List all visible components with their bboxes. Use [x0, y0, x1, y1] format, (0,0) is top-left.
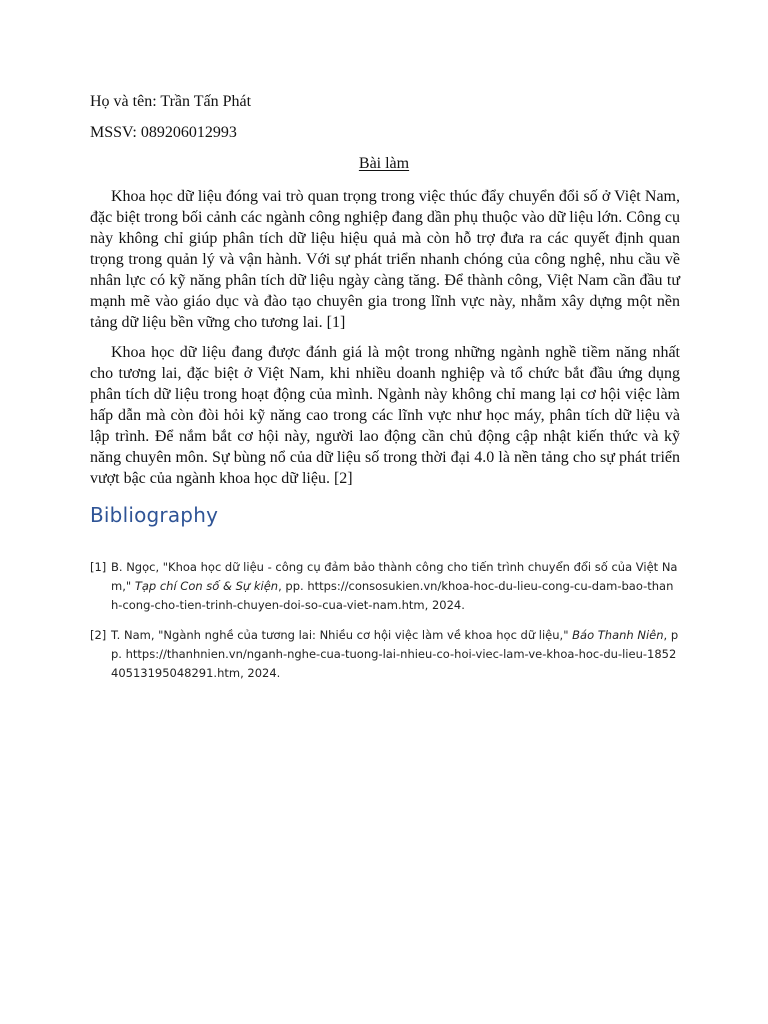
essay-title [90, 155, 678, 173]
bibliography-entry-source: Báo Thanh Niên [572, 628, 664, 642]
bibliography-entry-body [111, 558, 680, 615]
bibliography-entry-1 [90, 558, 680, 615]
bibliography-entry-source: Tạp chí Con số & Sự kiện [134, 579, 279, 593]
bibliography-entry-text: T. Nam, "Ngành nghề của tương lai: Nhiều cơ hội việc làm về khoa học dữ liệu," [111, 628, 573, 642]
essay-paragraph-2: Khoa học dữ liệu đang được đánh giá là một trong những ngành nghề tiềm năng nhất cho tương lai, đặc biệt ở Việt Nam, khi nhiều doanh nghiệp và tổ chức bắt đầu ứng dụng phân tích dữ liệu trong hoạt động của mình. Ngành này không chỉ mang lại cơ hội việc làm hấp dẫn mà còn đòi hỏi kỹ năng cao trong các lĩnh vực như học máy, phân tích dữ liệu và lập trình. Để nắm bắt cơ hội này, người lao động cần chủ động cập nhật kiến thức và kỹ năng chuyên môn. Sự bùng nổ của dữ liệu số trong thời đại 4.0 là nền tảng cho sự phát triển vượt bậc của ngành khoa học dữ liệu. [2] [90, 344, 680, 487]
bibliography-entry-number: [2] [90, 628, 107, 642]
bibliography-entry-text-end: , pp. https://consosukien.vn/khoa-hoc-du-lieu-cong-cu-dam-bao-thanh-cong-cho-tien-trinh-chuyen-doi-so-cua-viet-nam.htm, 2024. [111, 579, 674, 612]
bibliography-entry-text: B. Ngọc, "Khoa học dữ liệu - công cụ đảm bảo thành công cho tiến trình chuyển đổi số của Việt Nam," [111, 560, 678, 593]
bibliography-heading: Bibliography [90, 503, 219, 527]
essay-paragraph-1: Khoa học dữ liệu đóng vai trò quan trọng trong việc thúc đẩy chuyển đổi số ở Việt Nam, đặc biệt trong bối cảnh các ngành công nghiệp đang dần phụ thuộc vào dữ liệu lớn. Công cụ này không chỉ giúp phân tích dữ liệu hiệu quả mà còn hỗ trợ đưa ra các quyết định quan trọng trong quản lý và vận hành. Với sự phát triển nhanh chóng của công nghệ, nhu cầu về nhân lực có kỹ năng phân tích dữ liệu ngày càng tăng. Để thành công, Việt Nam cần đầu tư mạnh mẽ vào giáo dục và đào tạo chuyên gia trong lĩnh vực này, nhằm xây dựng một nền tảng dữ liệu bền vững cho tương lai. [1] [90, 188, 680, 331]
bibliography-entry-2 [90, 626, 680, 683]
bibliography-entry-number: [1] [90, 560, 107, 574]
student-name: Họ và tên: Trần Tấn Phát [90, 93, 252, 110]
student-id: MSSV: 089206012993 [90, 124, 237, 141]
bibliography-entry-text-end: , pp. https://thanhnien.vn/nganh-nghe-cua-tuong-lai-nhieu-co-hoi-viec-lam-ve-khoa-hoc-du-lieu-185240513195048291.htm, 2024. [111, 628, 679, 680]
bibliography-entry-body [111, 626, 680, 683]
essay-title-text: Bài làm [358, 155, 410, 172]
